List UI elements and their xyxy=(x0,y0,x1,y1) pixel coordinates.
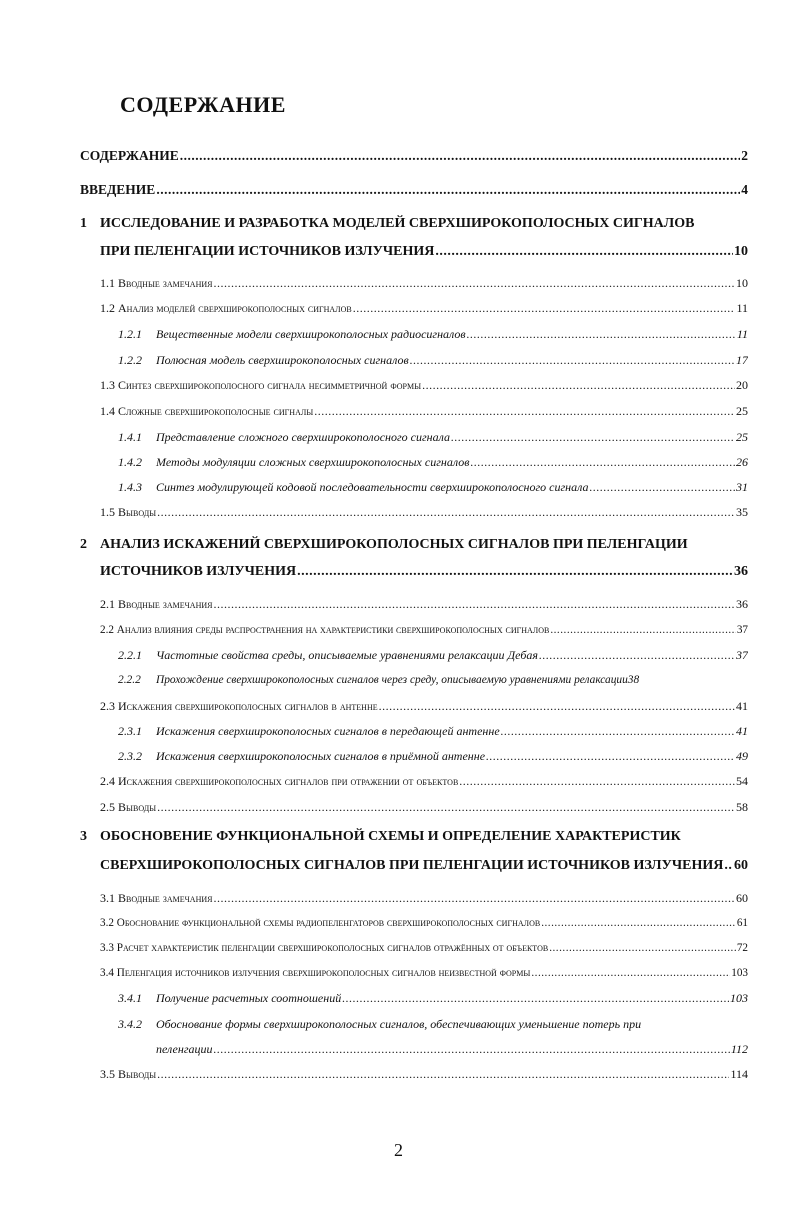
page-number: 2 xyxy=(394,1140,403,1160)
toc-entry-1-1[interactable]: 1.1 Вводные замечания ..... 10 xyxy=(100,273,748,293)
toc-entry-chapter-1[interactable] xyxy=(100,242,748,262)
toc-entry-introduction[interactable] xyxy=(80,180,748,200)
toc-entry-3-4-2[interactable]: 3.4.2 Обоснование формы сверхширокополосных сигналов, обеспечивающих уменьшение потерь при xyxy=(118,1017,642,1031)
toc-entry-2-2-1[interactable]: 2.2.1 Частотные свойства среды, описываемые уравнениями релаксации Дебая ..... 37 xyxy=(118,645,748,665)
toc-entry-1-4-2[interactable]: 1.4.2 Методы модуляции сложных сверхширокополосных сигналов ..... 26 xyxy=(118,452,748,472)
toc-entry-3-3[interactable]: 3.3 Расчет характеристик пеленгации сверхширокополосных сигналов отражённых от объектов ..... 72 xyxy=(100,938,748,958)
toc-entry-text: ВВЕДЕНИЕ xyxy=(80,182,156,197)
toc-entry-3-4[interactable]: 3.4 Пеленгация источников излучения сверхширокополосных сигналов неизвестной формы ..... 103 xyxy=(100,963,748,983)
chapter-title-line[interactable]: АНАЛИЗ ИСКАЖЕНИЙ СВЕРХШИРОКОПОЛОСНЫХ СИГНАЛОВ ПРИ ПЕЛЕНГАЦИИ xyxy=(100,537,688,552)
toc-entry-1-2-1[interactable]: 1.2.1 Вещественные модели сверхширокополосных радиосигналов ..... 11 xyxy=(118,324,748,344)
chapter-number: 1 xyxy=(80,216,87,231)
toc-entry-3-5[interactable]: 3.5 Выводы ..... 114 xyxy=(100,1064,748,1084)
toc-entry-2-4[interactable]: 2.4 Искажения сверхширокополосных сигналов при отражении от объектов ..... 54 xyxy=(100,771,748,791)
toc-entry-2-5[interactable]: 2.5 Выводы ..... 58 xyxy=(100,797,748,817)
toc-entry-page: 10 xyxy=(734,244,748,259)
toc-entry-text: СОДЕРЖАНИЕ xyxy=(80,148,179,163)
chapter-title-line[interactable]: ИССЛЕДОВАНИЕ И РАЗРАБОТКА МОДЕЛЕЙ СВЕРХШИРОКОПОЛОСНЫХ СИГНАЛОВ xyxy=(100,216,695,231)
toc-entry-2-3[interactable]: 2.3 Искажения сверхширокополосных сигналов в антенне ..... 41 xyxy=(100,696,748,716)
toc-entry-page: 2 xyxy=(741,148,748,163)
toc-entry-1-2[interactable]: 1.2 Анализ моделей сверхширокополосных сигналов ..... 11 xyxy=(100,298,748,318)
toc-entry-page: 4 xyxy=(741,182,748,197)
toc-entry-3-1[interactable]: 3.1 Вводные замечания ..... 60 xyxy=(100,888,748,908)
chapter-title-line[interactable]: ОБОСНОВЕНИЕ ФУНКЦИОНАЛЬНОЙ СХЕМЫ И ОПРЕДЕЛЕНИЕ ХАРАКТЕРИСТИК xyxy=(100,829,681,844)
toc-entry-chapter-2[interactable]: ИСТОЧНИКОВ ИЗЛУЧЕНИЯ ..... 36 xyxy=(100,562,748,582)
toc-entry-1-2-2[interactable]: 1.2.2 Полюсная модель сверхширокополосных сигналов ..... 17 xyxy=(118,350,748,370)
page-title: СОДЕРЖАНИЕ xyxy=(120,92,286,117)
toc-entry-text: ПРИ ПЕЛЕНГАЦИИ ИСТОЧНИКОВ ИЗЛУЧЕНИЯ xyxy=(100,244,435,259)
chapter-number: 3 xyxy=(80,829,87,844)
toc-entry-contents[interactable] xyxy=(80,146,748,166)
toc-entry-1-4-1[interactable]: 1.4.1 Представление сложного сверхширокополосного сигнала ..... 25 xyxy=(118,427,748,447)
toc-entry-chapter-3[interactable]: СВЕРХШИРОКОПОЛОСНЫХ СИГНАЛОВ ПРИ ПЕЛЕНГАЦИИ ИСТОЧНИКОВ ИЗЛУЧЕНИЯ ..... 60 xyxy=(100,856,748,876)
toc-entry-2-3-2[interactable]: 2.3.2 Искажения сверхширокополосных сигналов в приёмной антенне ..... 49 xyxy=(118,746,748,766)
toc-entry-1-5[interactable]: 1.5 Выводы ..... 35 xyxy=(100,502,748,522)
toc-entry-2-3-1[interactable]: 2.3.1 Искажения сверхширокополосных сигналов в передающей антенне ..... 41 xyxy=(118,721,748,741)
toc-entry-1-3[interactable]: 1.3 Синтез сверхширокополосного сигнала несимметричной формы ..... 20 xyxy=(100,375,748,395)
toc-entry-3-4-1[interactable]: 3.4.1 Получение расчетных соотношений ..... 103 xyxy=(118,988,748,1008)
toc-entry-3-4-2-cont[interactable]: пеленгации ..... 112 xyxy=(156,1039,748,1059)
toc-entry-1-4[interactable]: 1.4 Сложные сверхширокополосные сигналы ..... 25 xyxy=(100,401,748,421)
toc-entry-2-1[interactable]: 2.1 Вводные замечания ..... 36 xyxy=(100,594,748,614)
toc-entry-2-2[interactable]: 2.2 Анализ влияния среды распространения на характеристики сверхширокополосных сигналов ..... 37 xyxy=(100,620,748,640)
toc-entry-3-2[interactable]: 3.2 Обоснование функциональной схемы радиопеленгаторов сверхширокополосных сигналов ..... 61 xyxy=(100,913,748,933)
chapter-number: 2 xyxy=(80,537,87,552)
toc-entry-2-2-2[interactable]: 2.2.2 Прохождение сверхширокополосных сигналов через среду, описываемую уравнениями релаксации 38 xyxy=(118,674,640,686)
toc-entry-1-4-3[interactable]: 1.4.3 Синтез модулирующей кодовой последовательности сверхширокополосного сигнала ..... 31 xyxy=(118,477,748,497)
